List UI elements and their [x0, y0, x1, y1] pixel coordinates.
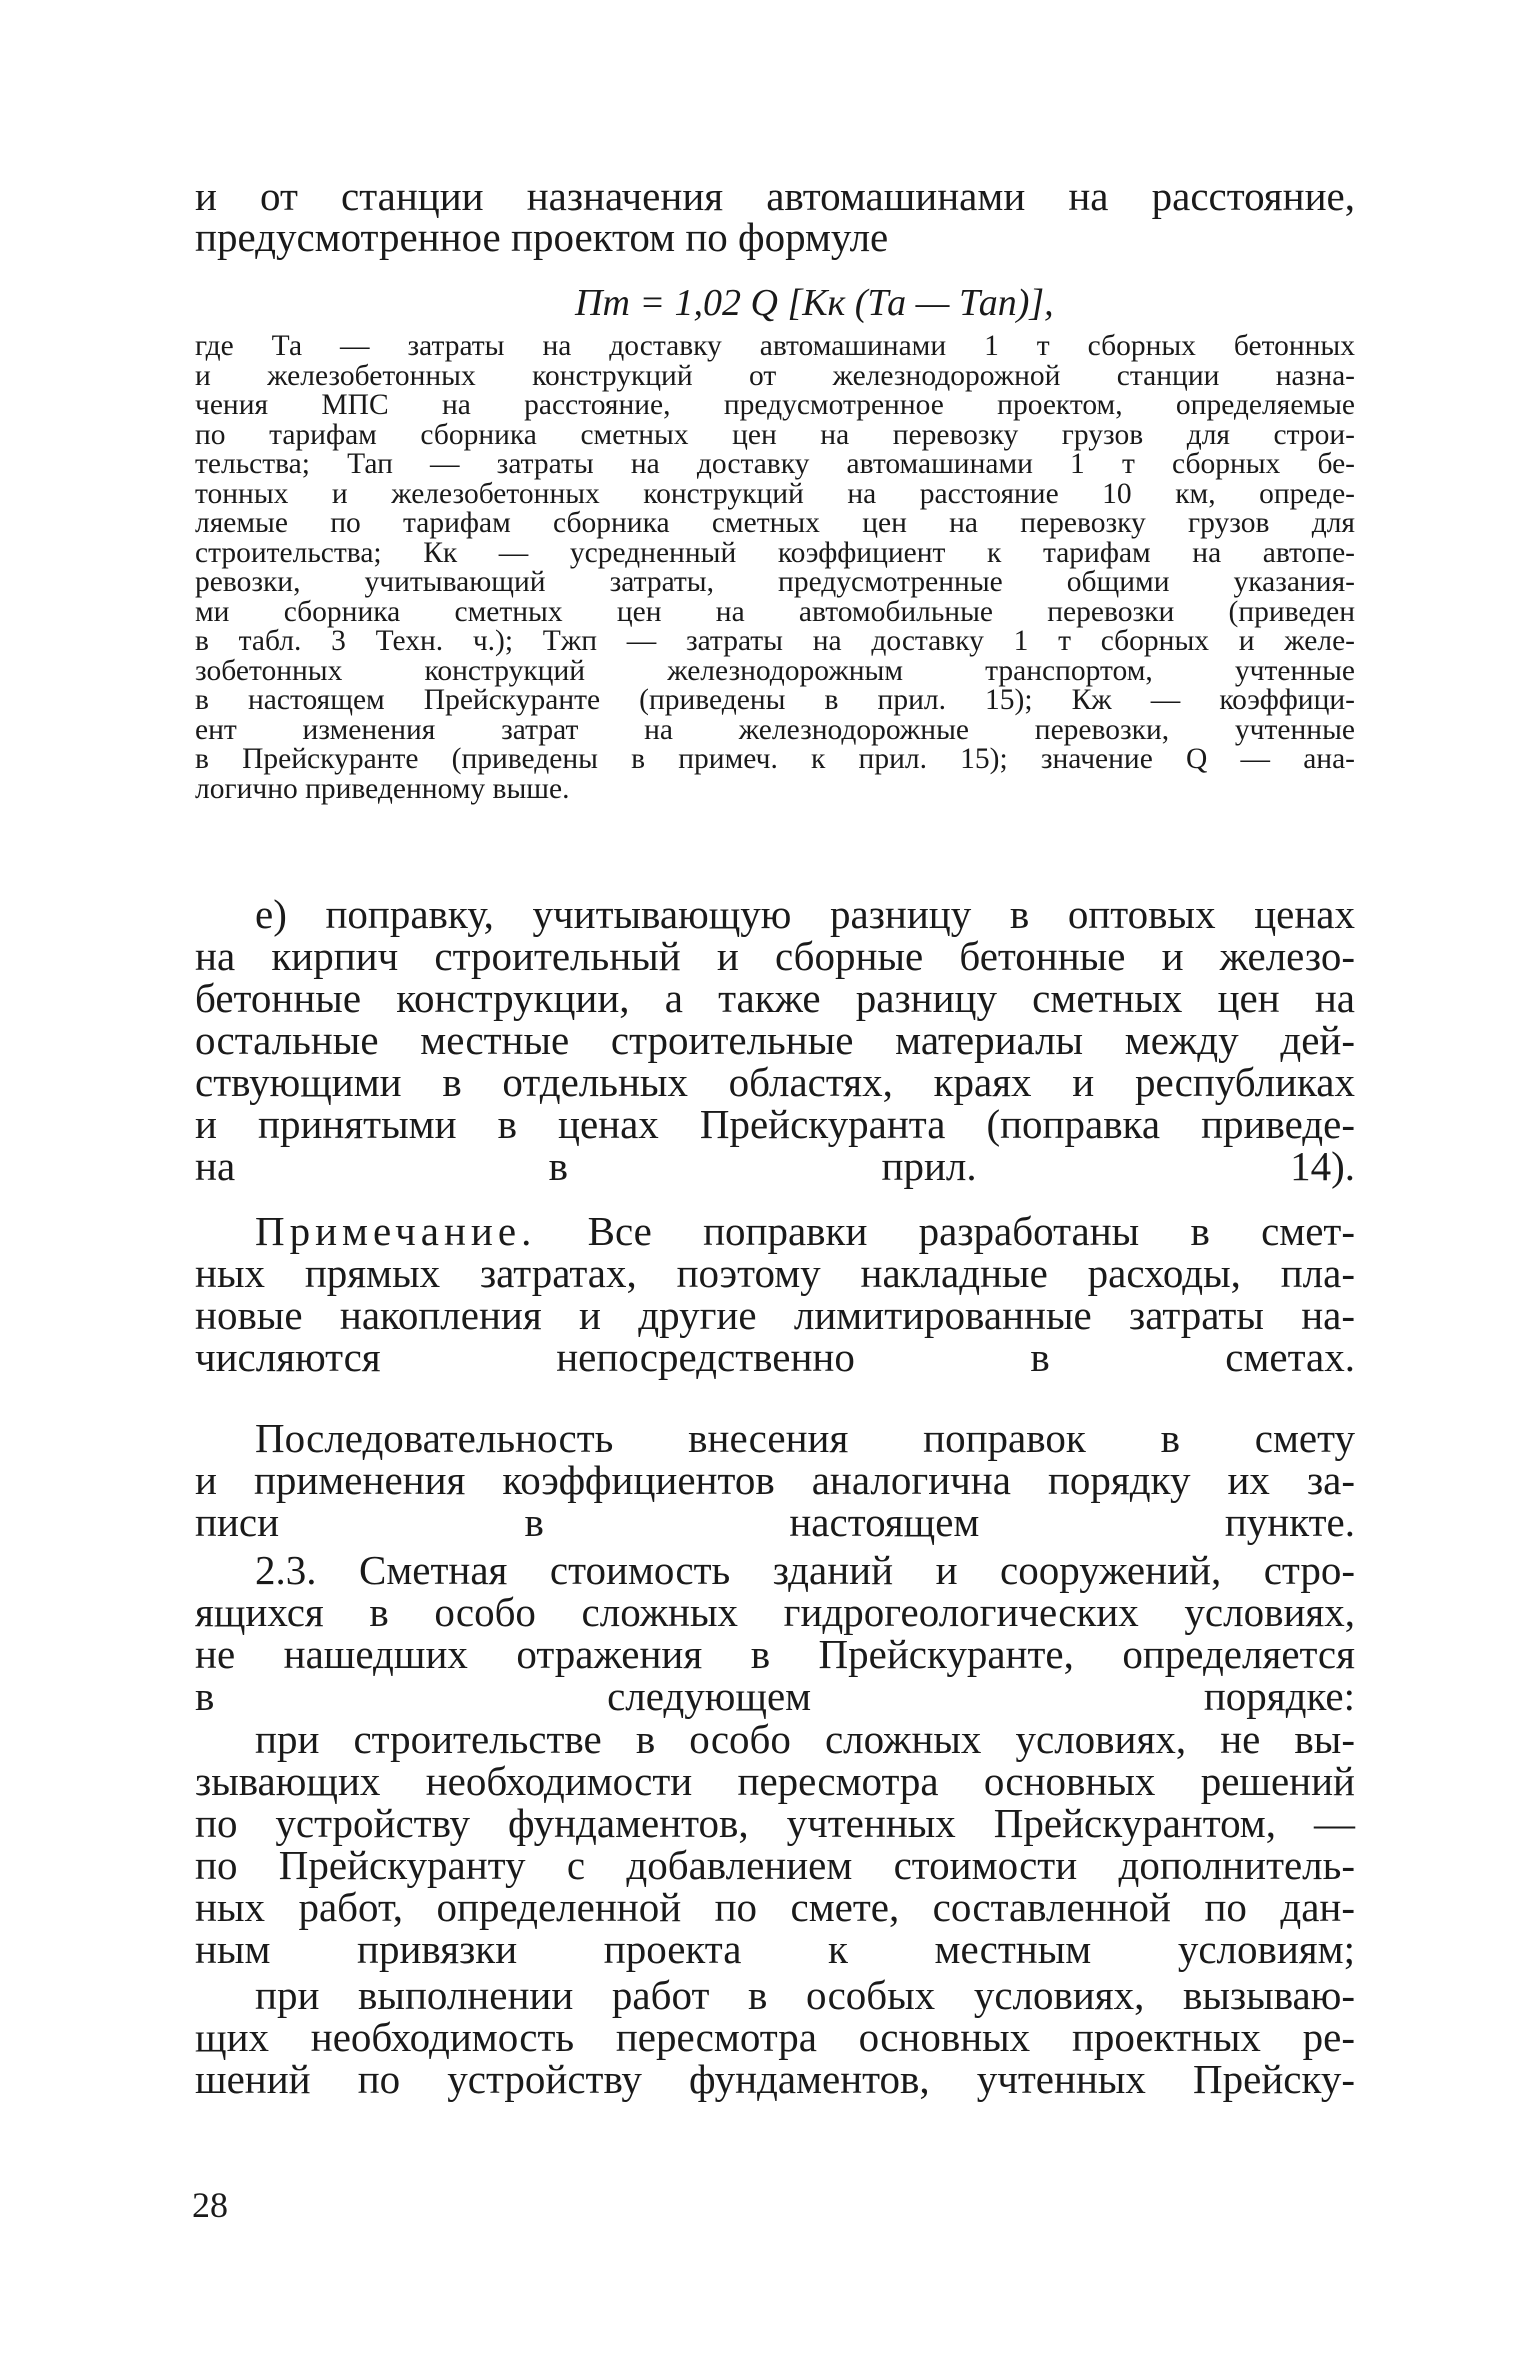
text-line: по устройству фундаментов, учтенных Прейскурантом, —	[195, 1800, 1355, 1846]
text-line: ных прямых затратах, поэтому накладные расходы, пла-	[195, 1250, 1355, 1296]
text-line: тонных и железобетонных конструкций на расстояние 10 км, опреде-	[195, 477, 1355, 510]
case-2-paragraph	[195, 1974, 1355, 2100]
text-line: зывающих необходимости пересмотра основных решений	[195, 1758, 1355, 1804]
text-line: в табл. 3 Техн. ч.); Тжп — затраты на доставку 1 т сборных и желе-	[195, 625, 1355, 657]
intro-paragraph	[195, 173, 1355, 260]
text-line: зобетонных конструкций железнодорожным транспортом, учтенные	[195, 654, 1355, 687]
text-line: ных работ, определенной по смете, составленной по дан-	[195, 1884, 1355, 1930]
text-line: ствующими в отдельных областях, краях и республиках	[195, 1059, 1355, 1105]
note-paragraph	[195, 1210, 1355, 1378]
text-line: логично приведенному выше.	[195, 772, 570, 805]
sequence-paragraph	[195, 1417, 1355, 1543]
text-line: в Прейскуранте (приведены в примеч. к прил. 15); значение Q — ана-	[195, 743, 1355, 775]
note-label: Примечание.	[255, 1208, 537, 1254]
text-line: бетонные конструкции, а также разницу сметных цен на	[195, 975, 1355, 1021]
text-line: новые накопления и другие лимитированные затраты на-	[195, 1292, 1355, 1338]
page-number: 28	[192, 2185, 228, 2225]
text-line: Последовательность внесения поправок в смету	[255, 1415, 1355, 1461]
text-line: ент изменения затрат на железнодорожные перевозки, учтенные	[195, 713, 1355, 746]
text-line: и от станции назначения автомашинами на расстояние,	[195, 173, 1355, 219]
text-line: ревозки, учитывающий затраты, предусмотренные общими указания-	[195, 566, 1355, 598]
text-line: шений по устройству фундаментов, учтенных Прейску-	[195, 2056, 1355, 2102]
text-line: чения МПС на расстояние, предусмотренное проектом, определяемые	[195, 389, 1355, 421]
text-line: в следующем порядке:	[195, 1673, 1355, 1719]
text-line: числяются непосредственно в сметах.	[195, 1334, 1355, 1380]
text-line: по тарифам сборника сметных цен на перевозку грузов для строи-	[195, 418, 1355, 451]
text-line: и применения коэффициентов аналогична порядку их за-	[195, 1457, 1355, 1503]
text-line: щих необходимость пересмотра основных проектных ре-	[195, 2014, 1355, 2060]
text-line: при выполнении работ в особых условиях, вызываю-	[255, 1972, 1355, 2018]
text-line: при строительстве в особо сложных условиях, не вы-	[255, 1716, 1355, 1762]
where-block	[195, 332, 1355, 804]
text-line: в настоящем Прейскуранте (приведены в прил. 15); Кж — коэффици-	[195, 684, 1355, 716]
text-line: е) поправку, учитывающую разницу в оптовых ценах	[255, 891, 1355, 937]
text-line: на в прил. 14).	[195, 1143, 1355, 1189]
text-line: на кирпич строительный и сборные бетонные и железо-	[195, 933, 1355, 979]
text-line: остальные местные строительные материалы между дей-	[195, 1017, 1355, 1063]
text-line: ми сборника сметных цен на автомобильные перевозки (приведен	[195, 595, 1355, 628]
text-line: и железобетонных конструкций от железнодорожной станции назна-	[195, 359, 1355, 392]
text-line: строительства; Кк — усредненный коэффициент к тарифам на автопе-	[195, 536, 1355, 569]
text-line: ляемые по тарифам сборника сметных цен на перевозку грузов для	[195, 507, 1355, 539]
case-1-paragraph	[195, 1718, 1355, 1970]
text-line: не нашедших отражения в Прейскуранте, определяется	[195, 1631, 1355, 1677]
text-line	[195, 1210, 1355, 1252]
note-first-line: Все поправки разработаны в смет-	[587, 1208, 1355, 1254]
text-line: и принятыми в ценах Прейскуранта (поправка приведе-	[195, 1101, 1355, 1147]
text-line: ящихся в особо сложных гидрогеологических условиях,	[195, 1589, 1355, 1635]
section-2-3-paragraph	[195, 1549, 1355, 1717]
formula: Пт = 1,02 Q [Кк (Та — Тап)],	[575, 282, 1054, 324]
text-line: по Прейскуранту с добавлением стоимости дополнитель-	[195, 1842, 1355, 1888]
item-e-paragraph	[195, 893, 1355, 1187]
text-line: писи в настоящем пункте.	[195, 1499, 1355, 1545]
text-line: тельства; Тап — затраты на доставку автомашинами 1 т сборных бе-	[195, 448, 1355, 480]
text-line: предусмотренное проектом по формуле	[195, 214, 889, 260]
text-line: где Та — затраты на доставку автомашинами 1 т сборных бетонных	[195, 330, 1355, 362]
text-line: ным привязки проекта к местным условиям;	[195, 1926, 1355, 1972]
text-line: 2.3. Сметная стоимость зданий и сооружений, стро-	[255, 1547, 1355, 1593]
